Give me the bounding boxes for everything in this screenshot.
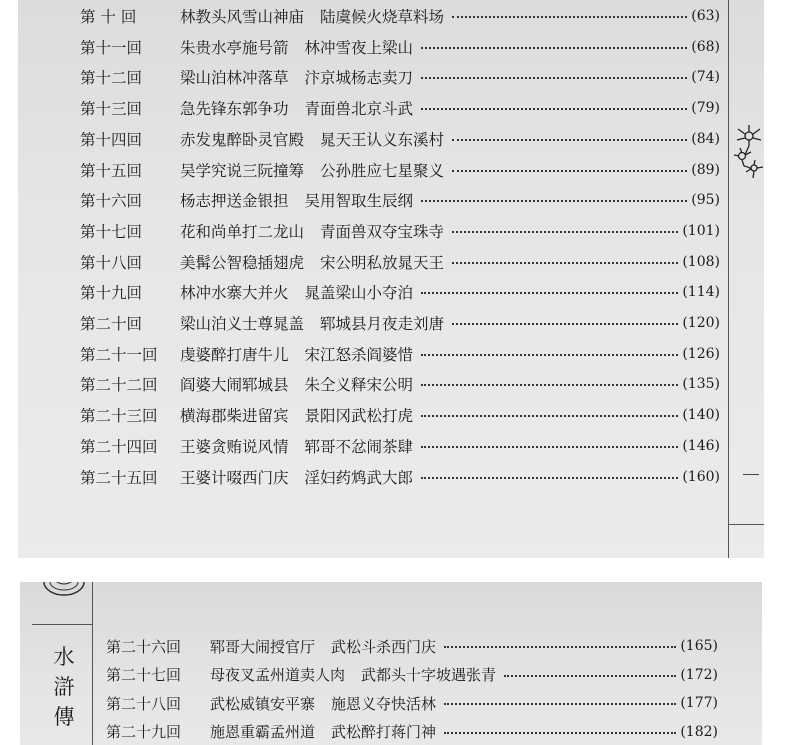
page-number: (165): [680, 638, 718, 654]
chapter-title-first: 花和尚单打二龙山: [180, 222, 305, 241]
chapter-title-second: 晁盖梁山小夺泊: [304, 284, 414, 303]
chapter-title-first: 朱贵水亭施号箭: [180, 38, 289, 57]
chapter-number: 第二十六回: [106, 637, 182, 656]
chapter-title-first: 林冲水寨大并火: [180, 284, 289, 303]
chapter-title-second: 武都头十字坡遇张青: [361, 666, 497, 684]
chapter-title-first: 梁山泊林冲落草: [180, 69, 289, 88]
chapter-title-second: 汴京城杨志卖刀: [304, 69, 414, 88]
dot-leader: [452, 170, 687, 172]
chapter-title-second: 淫妇药鸩武大郎: [304, 468, 414, 487]
chapter-number: 第十四回: [80, 130, 143, 149]
chapter-title-second: 晁天王认义东溪村: [320, 130, 445, 149]
toc-entry: [80, 403, 720, 427]
chapter-number: 第二十一回: [80, 345, 158, 364]
page-number: (63): [691, 8, 720, 24]
toc-entry: [80, 219, 720, 243]
chapter-number: 第十三回: [80, 100, 143, 119]
toc-entry: [80, 65, 720, 89]
chapter-title-first: 急先锋东郭争功: [180, 100, 289, 119]
toc-page-bottom: [20, 582, 762, 745]
chapter-title-first: 施恩重霸孟州道: [210, 723, 316, 741]
margin-rule-horizontal: [32, 624, 93, 625]
chapter-title-second: 武松斗杀西门庆: [331, 637, 437, 656]
dot-leader: [452, 139, 687, 141]
chapter-number: 第十五回: [80, 161, 143, 180]
title-char: 滸: [53, 675, 75, 699]
chapter-title-first: 虔婆醉打唐牛儿: [180, 345, 289, 364]
chapter-title-second: 郓哥不忿闹茶肆: [304, 437, 414, 456]
chapter-title-second: 朱仝义释宋公明: [304, 376, 414, 395]
chapter-title-first: 母夜叉孟州道卖人肉: [210, 666, 346, 684]
toc-page-top: [18, 0, 764, 558]
chapter-title-first: 阎婆大闹郓城县: [180, 376, 289, 395]
chapter-title-second: 宋公明私放晁天王: [320, 253, 445, 272]
toc-entry: [80, 35, 720, 59]
chapter-number: 第十六回: [80, 192, 143, 211]
toc-entry: [80, 342, 720, 366]
chapter-number: 第二十三回: [80, 407, 158, 426]
folio-mark: [743, 474, 759, 475]
page-number: (126): [682, 345, 720, 362]
dot-leader: [452, 231, 678, 233]
dot-leader: [444, 732, 676, 734]
page-number: (68): [691, 38, 720, 55]
chapter-title-second: 陆虞候火烧草料场: [320, 8, 445, 26]
chapter-title-second: 青面兽双夺宝珠寺: [320, 222, 445, 241]
toc-entry: [80, 158, 720, 182]
chapter-number: 第 十 回: [80, 8, 137, 26]
chapter-title-second: 郓城县月夜走刘唐: [320, 315, 445, 333]
chapter-number: 第二十五回: [80, 468, 158, 487]
dot-leader: [421, 292, 678, 294]
chapter-number: 第二十八回: [106, 694, 182, 713]
dot-leader: [452, 323, 678, 325]
chapter-title-second: 武松醉打蒋门神: [331, 723, 437, 741]
toc-entry: [106, 663, 718, 687]
chapter-title-first: 武松威镇安平寨: [210, 694, 316, 713]
page-number: (89): [691, 161, 720, 178]
toc-entry: [80, 250, 720, 274]
chapter-title-first: 王婆贪贿说风情: [180, 437, 289, 456]
margin-rule-horizontal: [728, 524, 764, 525]
toc-entry: [80, 96, 720, 120]
chapter-title-first: 王婆计啜西门庆: [180, 468, 289, 487]
chapter-title-first: 林教头风雪山神庙: [180, 8, 305, 26]
toc-entry: [80, 280, 720, 304]
dot-leader: [421, 354, 678, 356]
chapter-title-first: 横海郡柴进留宾: [180, 407, 289, 426]
dot-leader: [421, 446, 678, 448]
chapter-number: 第十八回: [80, 253, 143, 272]
page-number: (95): [691, 192, 720, 209]
chapter-number: 第十二回: [80, 69, 143, 88]
margin-rule-vertical: [92, 582, 93, 745]
page-number: (182): [680, 723, 718, 740]
chapter-title-first: 郓哥大闹授官厅: [210, 637, 316, 656]
page-number: (177): [680, 695, 718, 711]
dot-leader: [421, 415, 678, 417]
toc-entry: [80, 188, 720, 212]
chapter-number: 第二十九回: [106, 723, 182, 741]
dot-leader: [421, 477, 678, 479]
page-number: (120): [682, 315, 720, 331]
chapter-title-second: 公孙胜应七星聚义: [320, 161, 445, 180]
dot-leader: [421, 108, 687, 110]
chapter-title-second: 林冲雪夜上梁山: [304, 38, 414, 57]
chapter-number: 第十一回: [80, 38, 143, 57]
page-number: (172): [680, 666, 718, 683]
dot-leader: [421, 77, 687, 79]
title-char: 水: [53, 645, 75, 669]
chapter-number: 第二十七回: [106, 666, 182, 684]
dot-leader: [504, 675, 676, 677]
toc-entry: [80, 311, 720, 335]
title-char: 傳: [53, 705, 75, 729]
toc-entry: [106, 634, 718, 658]
toc-entry: [80, 434, 720, 458]
chapter-title-first: 吴学究说三阮撞筹: [180, 161, 305, 180]
chapter-title-first: 梁山泊义士尊晁盖: [180, 315, 305, 333]
book-title-vertical: [50, 642, 78, 732]
page-number: (135): [682, 376, 720, 393]
dot-leader: [452, 262, 678, 264]
toc-entry: [106, 691, 718, 715]
toc-entry: [80, 372, 720, 396]
chapter-title-second: 施恩义夺快活林: [331, 694, 437, 713]
chapter-title-second: 宋江怒杀阎婆惜: [304, 345, 414, 364]
page-number: (74): [691, 69, 720, 86]
toc-entry: [80, 127, 720, 151]
chapter-title-first: 美髯公智稳插翅虎: [180, 253, 305, 272]
margin-rule-vertical: [728, 0, 729, 558]
page-number: (108): [682, 253, 720, 270]
page-number: (101): [682, 222, 720, 239]
page-number: (114): [682, 284, 720, 301]
chapter-title-second: 景阳冈武松打虎: [304, 407, 414, 426]
seal-ornament-icon: [42, 582, 86, 598]
dot-leader: [421, 200, 687, 202]
dot-leader: [421, 384, 678, 386]
page-number: (140): [682, 407, 720, 424]
chapter-number: 第二十四回: [80, 437, 158, 456]
chapter-number: 第十九回: [80, 284, 143, 303]
dot-leader: [452, 16, 687, 18]
chapter-title-first: 杨志押送金银担: [180, 192, 289, 211]
page-number: (79): [691, 100, 720, 117]
chapter-title-second: 青面兽北京斗武: [304, 100, 414, 119]
chapter-number: 第二十回: [80, 315, 143, 333]
dot-leader: [444, 703, 676, 705]
chrysanthemum-ornament-icon: [732, 122, 764, 182]
dot-leader: [421, 47, 687, 49]
page-number: (84): [691, 130, 720, 147]
toc-entry: [80, 465, 720, 489]
toc-entry: [106, 720, 718, 744]
chapter-title-first: 赤发鬼醉卧灵官殿: [180, 130, 305, 149]
page-number: (146): [682, 437, 720, 454]
chapter-number: 第二十二回: [80, 376, 158, 395]
chapter-number: 第十七回: [80, 222, 143, 241]
toc-entry: [80, 4, 720, 28]
dot-leader: [444, 646, 676, 648]
page-number: (160): [682, 468, 720, 485]
chapter-title-second: 吴用智取生辰纲: [304, 192, 414, 211]
